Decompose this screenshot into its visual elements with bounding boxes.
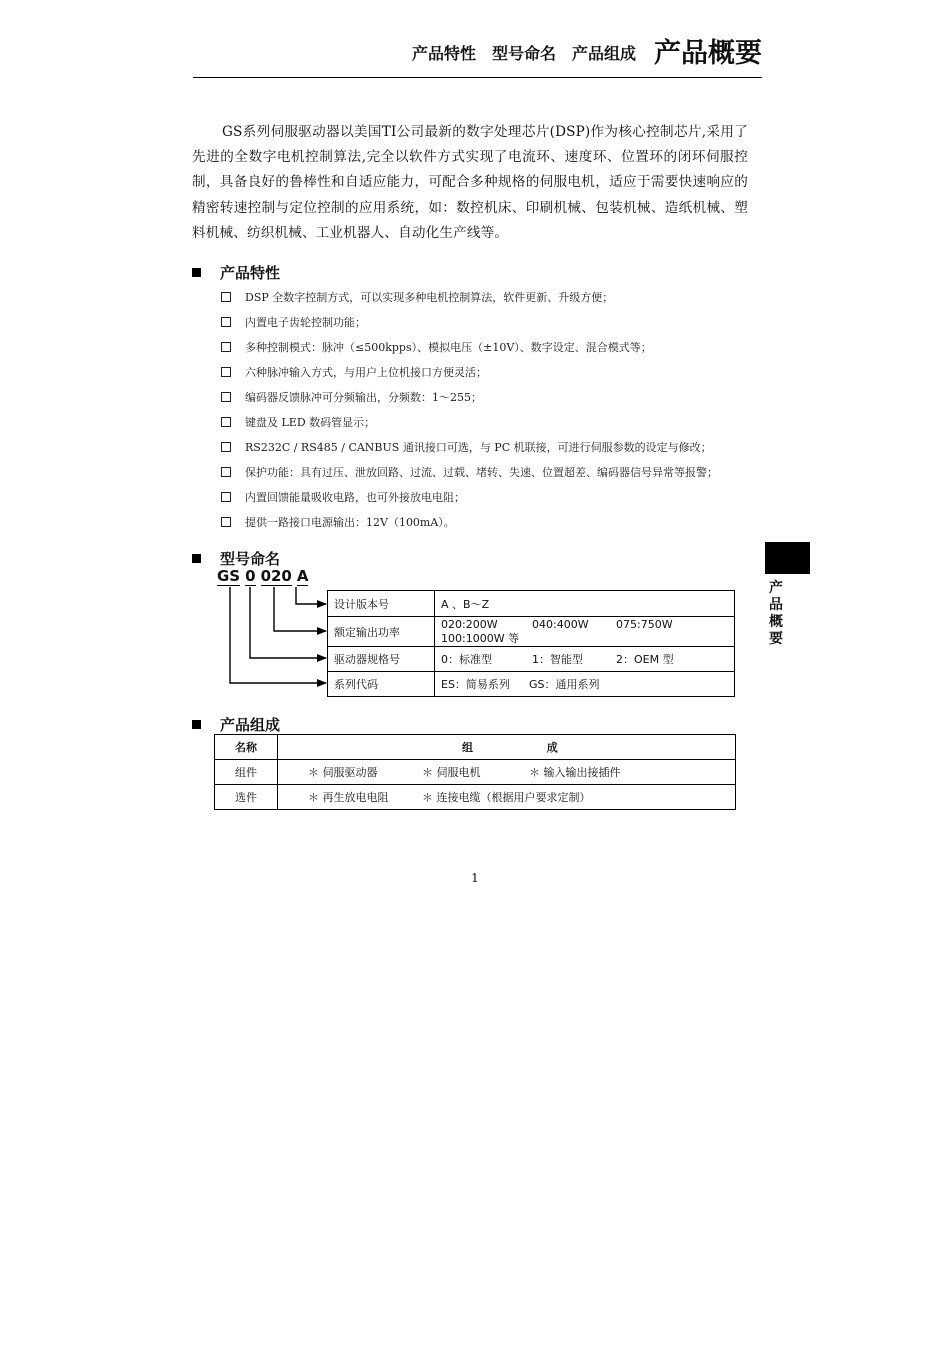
row-value-cell — [435, 617, 735, 647]
feature-text: 保护功能：具有过压、泄放回路、过流、过载、堵转、失速、位置超差、编码器信号异常等报警； — [245, 465, 718, 479]
intro-text: GS系列伺服驱动器以美国TI公司最新的数字处理芯片(DSP)作为核心控制芯片,采用了先进的全数字电机控制算法,完全以软件方式实现了电流环、速度环、位置环的闭环伺服控制，具备良好的鲁棒性和自适应能力，可配合多种规格的伺服电机，适应于需要快速响应的精密转速控制与定位控制的应用系统，如：数控机床、印刷机械、包装机械、造纸机械、塑料机械、纺织机械、工业机器人、自动化生产线等。 — [192, 124, 748, 241]
list-item — [221, 509, 761, 534]
header-title: 产品概要 — [654, 38, 762, 69]
section-title: 型号命名 — [220, 550, 281, 568]
checkbox-icon — [221, 392, 231, 402]
row-label: 系列代码 — [328, 672, 435, 697]
section-heading-model — [192, 548, 280, 569]
table-header-row — [215, 735, 736, 760]
model-code-part: 0 — [245, 567, 256, 585]
row-value-cell — [435, 647, 735, 672]
checkbox-icon — [221, 417, 231, 427]
feature-text: 内置回馈能量吸收电路，也可外接放电电阻； — [245, 490, 465, 504]
row-value: 2：OEM 型 — [616, 653, 674, 666]
table-row — [328, 672, 735, 697]
row-value: 020:200W — [441, 617, 498, 631]
column-header: 成 — [546, 741, 558, 754]
page-header — [193, 36, 762, 76]
list-item — [221, 284, 761, 309]
value-line — [441, 676, 728, 692]
list-item — [221, 334, 761, 359]
list-item — [221, 309, 761, 334]
bullet-square-icon — [192, 554, 201, 563]
header-rule — [193, 77, 762, 78]
table-cell — [278, 760, 736, 785]
checkbox-icon — [221, 367, 231, 377]
section-heading-composition — [192, 714, 280, 735]
composition-table — [214, 734, 736, 810]
bullet-square-icon — [192, 268, 201, 277]
row-value: 075:750W — [616, 617, 673, 631]
checkbox-icon — [221, 442, 231, 452]
section-heading-features — [192, 262, 280, 283]
page-number: 1 — [471, 871, 479, 885]
feature-text: RS232C / RS485 / CANBUS 通讯接口可选，与 PC 机联接，可进行伺服参数的设定与修改； — [245, 440, 712, 454]
side-tab-label: 产品概要 — [769, 580, 783, 647]
intro-paragraph — [192, 120, 748, 246]
column-header-cell — [278, 735, 736, 760]
row-label: 额定输出功率 — [328, 617, 435, 647]
bullet-square-icon — [192, 720, 201, 729]
item: ＊ 伺服驱动器 — [308, 766, 378, 779]
item: ＊ 输入输出接插件 — [529, 766, 621, 779]
feature-text: 键盘及 LED 数码管显示； — [245, 415, 376, 429]
table-cell: 选件 — [215, 785, 278, 810]
feature-text: 内置电子齿轮控制功能； — [245, 315, 366, 329]
items-line — [278, 764, 735, 780]
model-code — [217, 567, 313, 586]
table-cell — [278, 785, 736, 810]
model-naming-table — [327, 590, 735, 697]
row-value: 1：智能型 — [532, 653, 583, 666]
model-code-part: GS — [217, 567, 241, 585]
checkbox-icon — [221, 467, 231, 477]
row-label: 驱动器规格号 — [328, 647, 435, 672]
section-title: 产品特性 — [220, 264, 281, 282]
header-tab: 产品组成 — [571, 44, 636, 63]
row-value: 0：标准型 — [441, 653, 492, 666]
value-line — [441, 618, 728, 632]
table-row — [328, 617, 735, 647]
row-value-cell — [435, 672, 735, 697]
row-value: GS：通用系列 — [529, 678, 600, 691]
feature-text: 提供一路接口电源输出：12V（100mA）。 — [245, 515, 455, 529]
header-tab: 型号命名 — [491, 44, 556, 63]
list-item — [221, 459, 761, 484]
feature-text: DSP 全数字控制方式，可以实现多种电机控制算法，软件更新、升级方便； — [245, 290, 614, 304]
item: ＊ 再生放电电阻 — [308, 791, 389, 804]
item: ＊ 连接电缆（根据用户要求定制） — [422, 791, 591, 804]
row-value: A 、B～Z — [435, 591, 735, 617]
table-row — [215, 760, 736, 785]
value-line — [441, 651, 728, 667]
checkbox-icon — [221, 517, 231, 527]
row-label: 设计版本号 — [328, 591, 435, 617]
checkbox-icon — [221, 292, 231, 302]
items-line — [278, 789, 735, 805]
header-tabs — [412, 36, 762, 72]
feature-text: 六种脉冲输入方式，与用户上位机接口方便灵活； — [245, 365, 487, 379]
section-title: 产品组成 — [220, 716, 281, 734]
table-cell: 组件 — [215, 760, 278, 785]
table-row — [328, 647, 735, 672]
value-line — [441, 632, 728, 646]
list-item — [221, 359, 761, 384]
header-tab: 产品特性 — [411, 44, 476, 63]
row-value: 040:400W — [532, 617, 589, 631]
side-tab-marker — [765, 542, 810, 574]
table-row — [328, 591, 735, 617]
model-code-part: 020 — [260, 567, 292, 585]
checkbox-icon — [221, 317, 231, 327]
column-header: 组 — [462, 741, 473, 754]
column-header: 名称 — [215, 735, 278, 760]
feature-text: 编码器反馈脉冲可分频输出，分频数：1～255； — [245, 390, 482, 404]
item: ＊ 伺服电机 — [422, 766, 481, 779]
table-row — [215, 785, 736, 810]
checkbox-icon — [221, 492, 231, 502]
list-item — [221, 434, 761, 459]
model-code-part: A — [296, 567, 309, 585]
list-item — [221, 409, 761, 434]
feature-text: 多种控制模式：脉冲（≤500kpps）、模拟电压（±10V）、数字设定、混合模式等； — [245, 340, 652, 354]
checkbox-icon — [221, 342, 231, 352]
row-value: ES：简易系列 — [441, 678, 510, 691]
row-value: 100:1000W 等 — [441, 631, 520, 645]
list-item — [221, 484, 761, 509]
features-list — [221, 284, 761, 534]
list-item — [221, 384, 761, 409]
